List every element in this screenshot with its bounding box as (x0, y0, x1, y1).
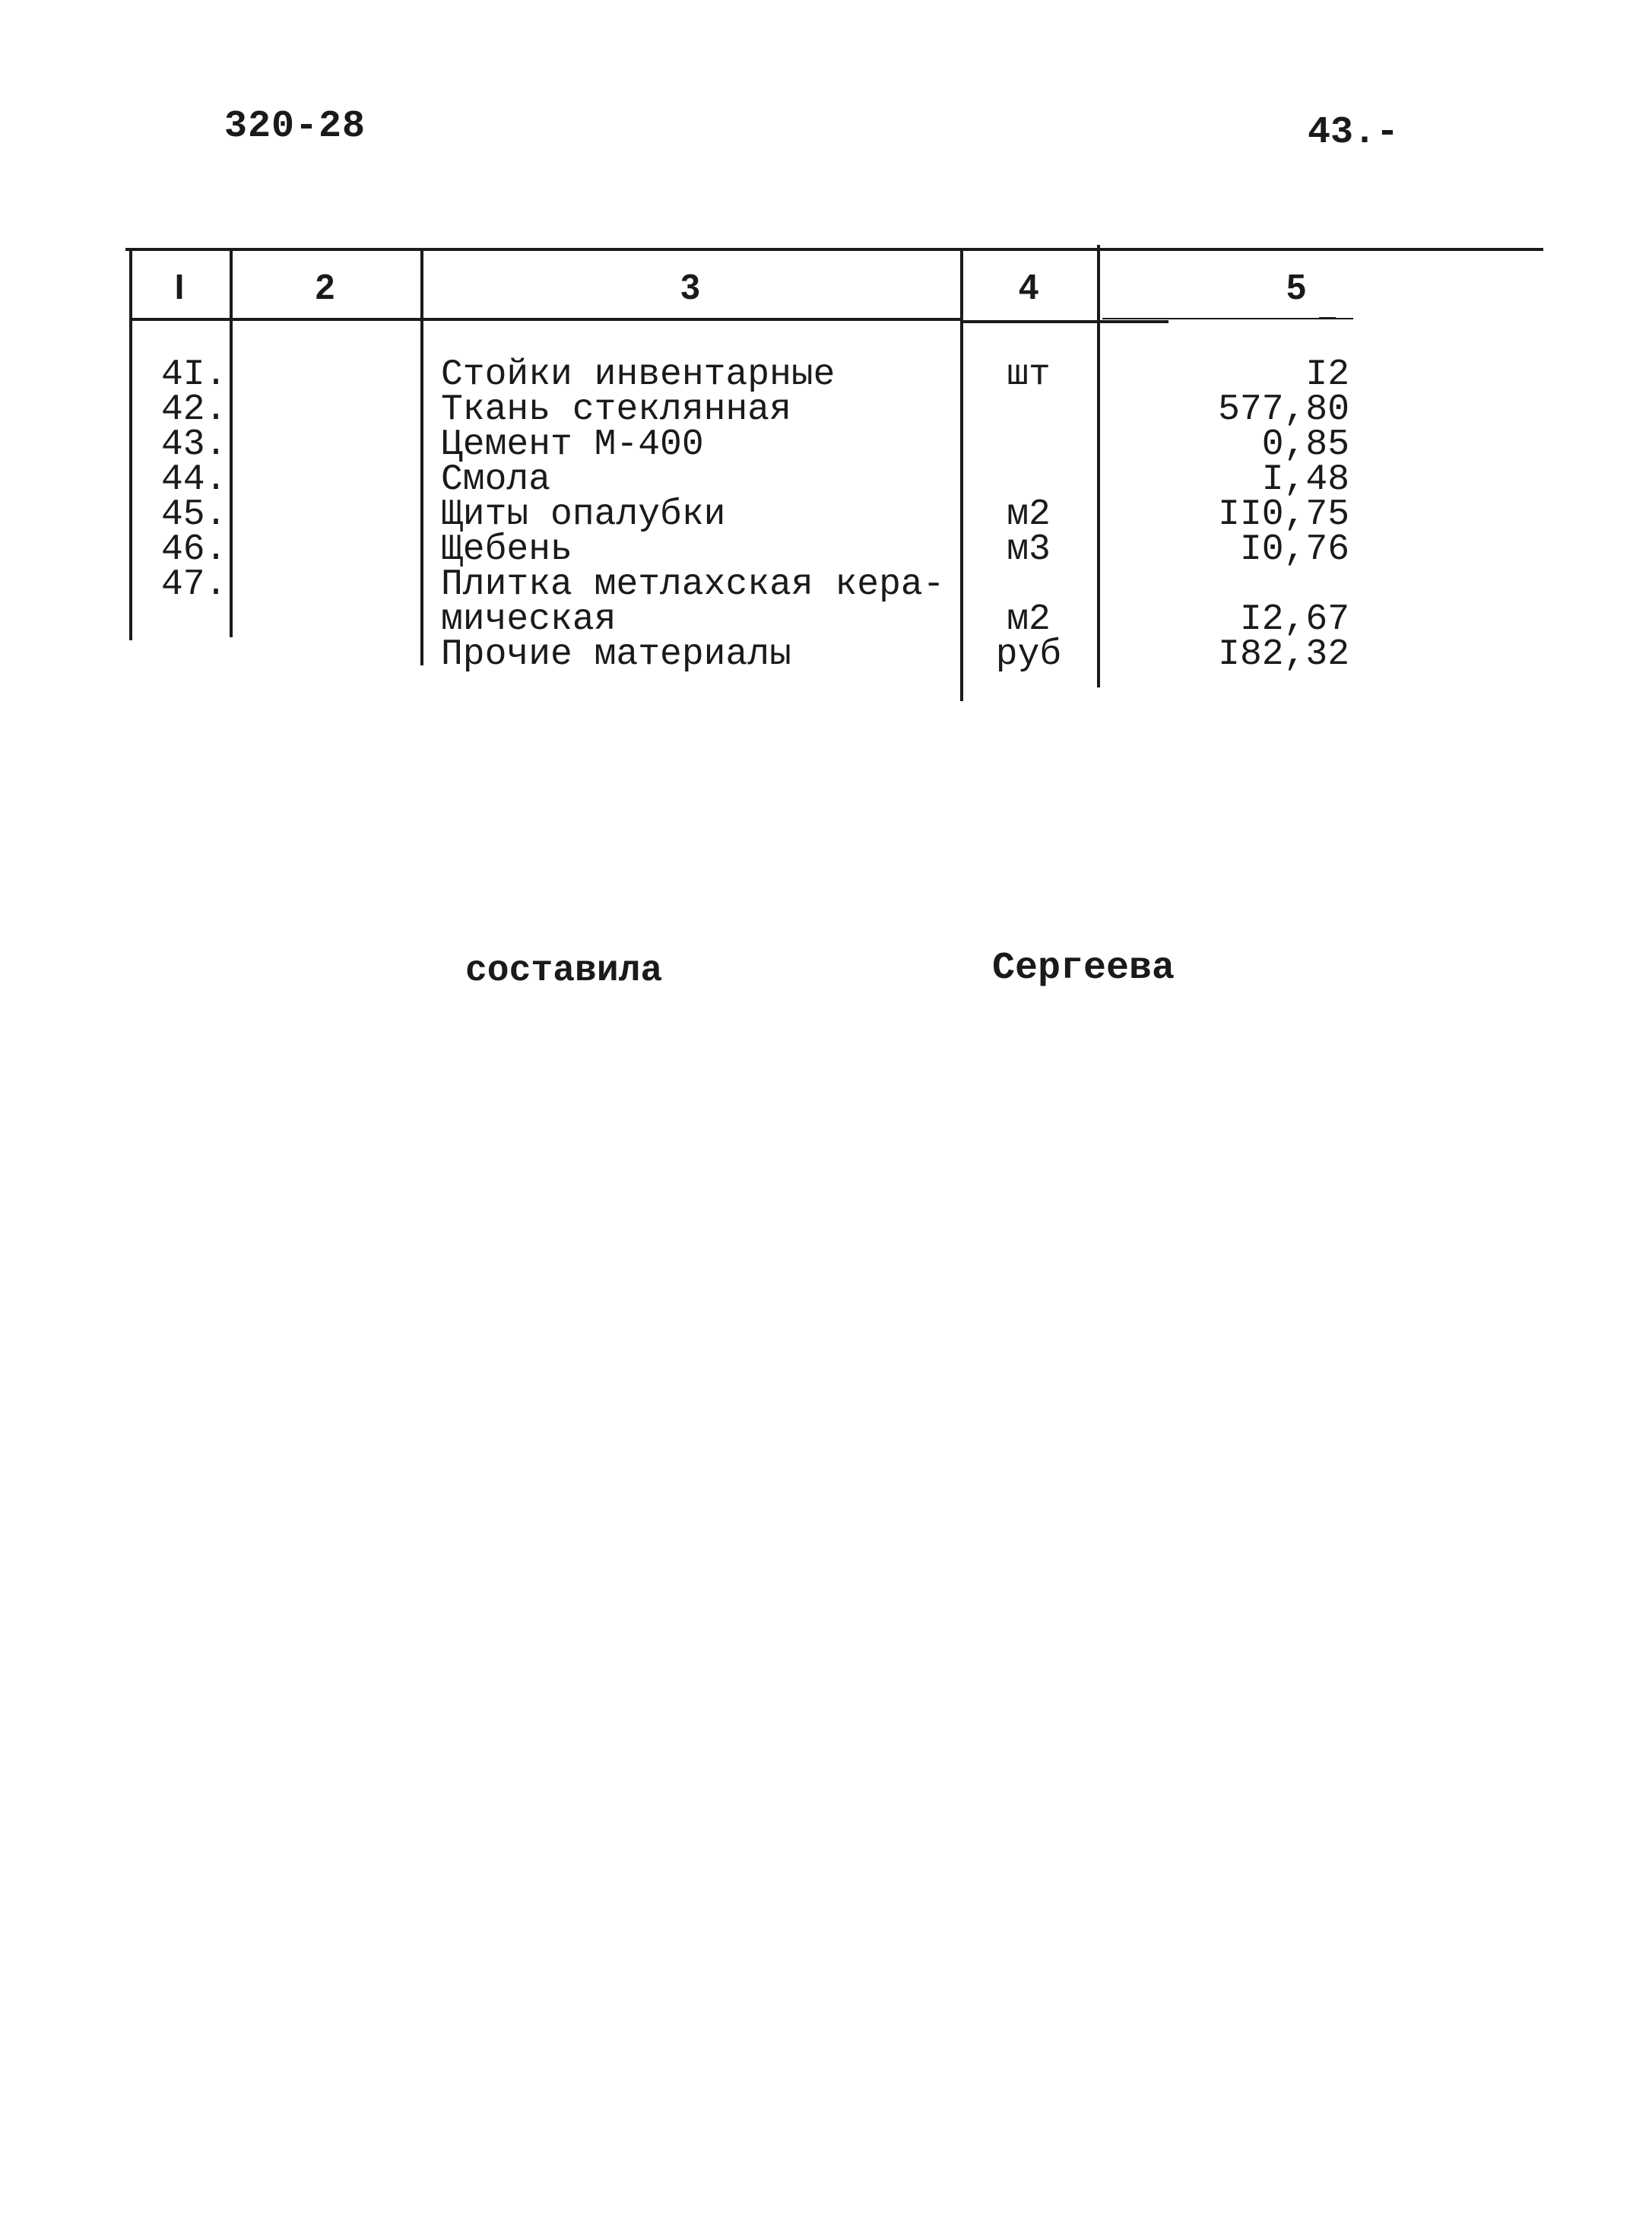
materials-table (0, 0, 1652, 722)
unit: шт (1007, 354, 1051, 395)
document-code: 320-28 (224, 105, 366, 148)
quantity: I2 (1305, 354, 1349, 395)
material-name: Щебень (441, 529, 572, 570)
table-row (0, 389, 1652, 430)
page-number: 43.- (1308, 111, 1400, 154)
quantity: I,48 (1261, 459, 1349, 500)
table-row (0, 354, 1652, 395)
table-row (0, 529, 1652, 570)
row-number: 45. (161, 494, 227, 535)
column-header-2: 2 (315, 267, 335, 306)
table-row (0, 599, 1652, 640)
header-bottom-rule (129, 318, 962, 321)
header-bottom-rule (1102, 318, 1353, 319)
table-row (0, 459, 1652, 500)
row-number: 4I. (161, 354, 227, 395)
table-row (0, 564, 1652, 605)
row-number: 43. (161, 424, 227, 465)
column-header-3: 3 (680, 267, 700, 306)
quantity: 577,80 (1218, 389, 1349, 430)
quantity: I0,76 (1239, 529, 1349, 570)
material-name: Смола (441, 459, 551, 500)
quantity: 0,85 (1261, 424, 1349, 465)
column-header-5: 5 (1286, 267, 1306, 306)
material-name: Щиты опалубки (441, 494, 726, 535)
row-number: 44. (161, 459, 227, 500)
table-row (0, 634, 1652, 675)
header-mark (1319, 317, 1336, 319)
table-top-rule (125, 248, 1543, 251)
unit: м2 (1007, 599, 1051, 640)
column-header-1: I (174, 267, 185, 306)
material-name: мическая (441, 599, 617, 640)
unit: м2 (1007, 494, 1051, 535)
signature-name: Сергеева (992, 947, 1175, 990)
row-number: 47. (161, 564, 227, 605)
quantity: II0,75 (1218, 494, 1349, 535)
column-header-4: 4 (1019, 267, 1038, 306)
material-name: Плитка метлахская кера- (441, 564, 945, 605)
material-name: Прочие материалы (441, 634, 791, 675)
unit: руб (995, 634, 1062, 675)
signature-role: составила (465, 951, 663, 992)
material-name: Цемент М-400 (441, 424, 704, 465)
row-number: 42. (161, 389, 227, 430)
header-bottom-rule (962, 320, 1168, 323)
table-row (0, 424, 1652, 465)
quantity: I2,67 (1239, 599, 1349, 640)
material-name: Стойки инвентарные (441, 354, 836, 395)
unit: м3 (1007, 529, 1051, 570)
quantity: I82,32 (1218, 634, 1349, 675)
material-name: Ткань стеклянная (441, 389, 791, 430)
table-row (0, 494, 1652, 535)
row-number: 46. (161, 529, 227, 570)
